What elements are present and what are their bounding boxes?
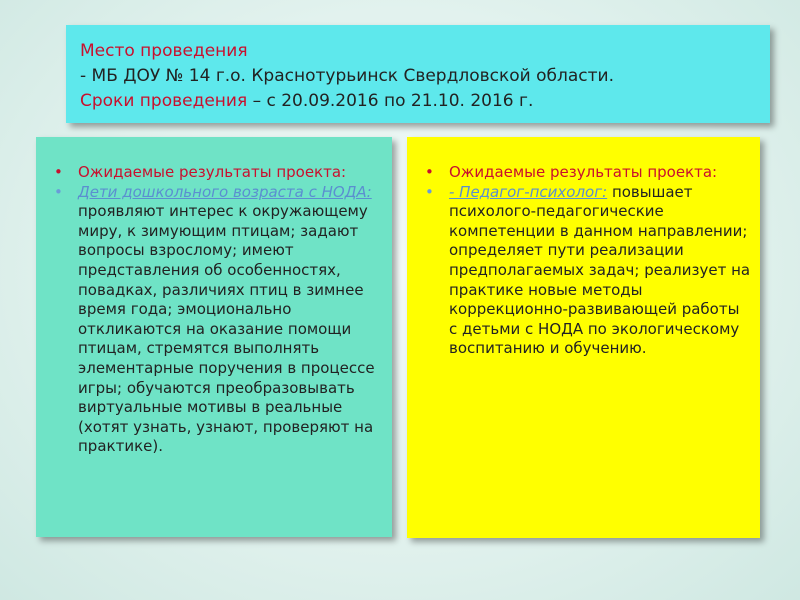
right-heading: Ожидаемые результаты проекта: bbox=[449, 163, 718, 181]
left-children-link[interactable]: Дети дошкольного возраста с НОДА: bbox=[78, 182, 372, 201]
dates-label: Сроки проведения bbox=[80, 91, 248, 111]
bullet-icon: • bbox=[54, 182, 63, 201]
right-description: повышает психолого-педагогические компетенции в данном направлении; определяет пути реализации предполагаемых задач; реализует на практике новые методы коррекционно-развивающей работы с детьми с НОДА по экологическому воспитанию и обучению. bbox=[449, 182, 751, 358]
left-content-item bbox=[48, 183, 384, 457]
header-box bbox=[66, 25, 770, 123]
right-content-item bbox=[419, 183, 752, 359]
left-results-panel bbox=[36, 137, 392, 537]
bullet-icon: • bbox=[54, 163, 63, 181]
venue-label: Место проведения bbox=[80, 41, 248, 61]
dates-line bbox=[80, 89, 770, 114]
right-results-panel bbox=[407, 137, 760, 538]
venue-text: - МБ ДОУ № 14 г.о. Краснотурьинск Свердловской области. bbox=[80, 66, 614, 86]
right-psychologist-link[interactable]: - Педагог-психолог: bbox=[449, 182, 608, 201]
bullet-icon: • bbox=[425, 182, 434, 201]
right-heading-item bbox=[419, 163, 752, 183]
left-heading-item bbox=[48, 163, 384, 183]
left-description: проявляют интерес к окружающему миру, к зимующим птицам; задают вопросы взрослому; имеют представления об особенностях, повадках, различиях птиц в зимнее время года; эмоционально откликаются на оказание помощи птицам, стремятся выполнять элементарные поручения в процессе игры; обучаются преобразовывать виртуальные мотивы в реальные (хотят узнать, узнают, проверяют на практике). bbox=[78, 202, 375, 456]
left-heading: Ожидаемые результаты проекта: bbox=[78, 163, 347, 181]
bullet-icon: • bbox=[425, 163, 434, 181]
dates-text: – с 20.09.2016 по 21.10. 2016 г. bbox=[247, 91, 534, 111]
